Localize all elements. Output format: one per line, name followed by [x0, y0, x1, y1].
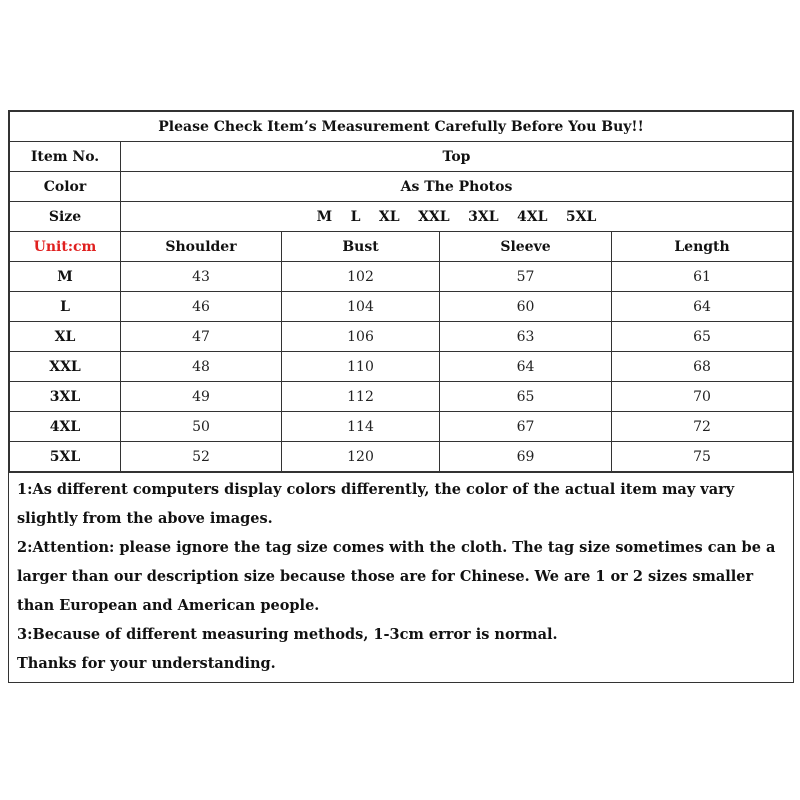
color-label: Color: [10, 172, 121, 202]
row-size: 5XL: [10, 442, 121, 472]
table-row: [10, 292, 793, 322]
length-value: 68: [612, 352, 793, 382]
sleeve-value: 63: [440, 322, 612, 352]
length-value: 72: [612, 412, 793, 442]
color-value: As The Photos: [121, 172, 793, 202]
sleeve-value: 67: [440, 412, 612, 442]
table-row: [10, 412, 793, 442]
shoulder-value: 48: [121, 352, 282, 382]
length-value: 61: [612, 262, 793, 292]
row-size: 4XL: [10, 412, 121, 442]
item-no-value: Top: [121, 142, 793, 172]
note-measurement-error: 3:Because of different measuring methods, 1-3cm error is normal.: [17, 626, 558, 643]
size-list: [121, 202, 793, 232]
bust-value: 104: [282, 292, 440, 322]
size-option: 3XL: [468, 208, 499, 225]
size-chart-table: [9, 111, 793, 472]
table-row: [10, 352, 793, 382]
measurement-sheet: [8, 110, 794, 683]
size-label: Size: [10, 202, 121, 232]
sleeve-value: 60: [440, 292, 612, 322]
shoulder-value: 46: [121, 292, 282, 322]
bust-value: 120: [282, 442, 440, 472]
sleeve-value: 64: [440, 352, 612, 382]
table-row: [10, 322, 793, 352]
shoulder-value: 47: [121, 322, 282, 352]
row-size: XL: [10, 322, 121, 352]
table-row: [10, 262, 793, 292]
table-row: [10, 382, 793, 412]
note-thanks: Thanks for your understanding.: [17, 655, 276, 672]
row-size: 3XL: [10, 382, 121, 412]
sleeve-value: 57: [440, 262, 612, 292]
shoulder-value: 52: [121, 442, 282, 472]
bust-value: 114: [282, 412, 440, 442]
note-tag-size: 2:Attention: please ignore the tag size comes with the cloth. The tag size sometimes can be a larger than our description size because those are for Chinese. We are 1 or 2 sizes smaller than European and American people.: [17, 539, 776, 614]
row-size: M: [10, 262, 121, 292]
size-option: 4XL: [517, 208, 548, 225]
shoulder-value: 43: [121, 262, 282, 292]
row-size: XXL: [10, 352, 121, 382]
size-option: M: [316, 208, 333, 225]
sleeve-value: 65: [440, 382, 612, 412]
column-header-sleeve: Sleeve: [440, 232, 612, 262]
column-header-shoulder: Shoulder: [121, 232, 282, 262]
size-option: XXL: [418, 208, 450, 225]
length-value: 64: [612, 292, 793, 322]
size-option: XL: [378, 208, 400, 225]
column-header-length: Length: [612, 232, 793, 262]
sleeve-value: 69: [440, 442, 612, 472]
item-no-label: Item No.: [10, 142, 121, 172]
bust-value: 102: [282, 262, 440, 292]
shoulder-value: 50: [121, 412, 282, 442]
column-header-bust: Bust: [282, 232, 440, 262]
length-value: 70: [612, 382, 793, 412]
table-row: [10, 442, 793, 472]
table-title: Please Check Item’s Measurement Carefully Before You Buy!!: [10, 112, 793, 142]
notes-section: [9, 472, 793, 682]
length-value: 75: [612, 442, 793, 472]
shoulder-value: 49: [121, 382, 282, 412]
note-color-variation: 1:As different computers display colors differently, the color of the actual item may vary slightly from the above images.: [17, 481, 735, 527]
bust-value: 112: [282, 382, 440, 412]
size-option: 5XL: [565, 208, 597, 225]
row-size: L: [10, 292, 121, 322]
bust-value: 110: [282, 352, 440, 382]
size-option: L: [350, 208, 361, 225]
length-value: 65: [612, 322, 793, 352]
unit-label: Unit:cm: [10, 232, 121, 262]
bust-value: 106: [282, 322, 440, 352]
